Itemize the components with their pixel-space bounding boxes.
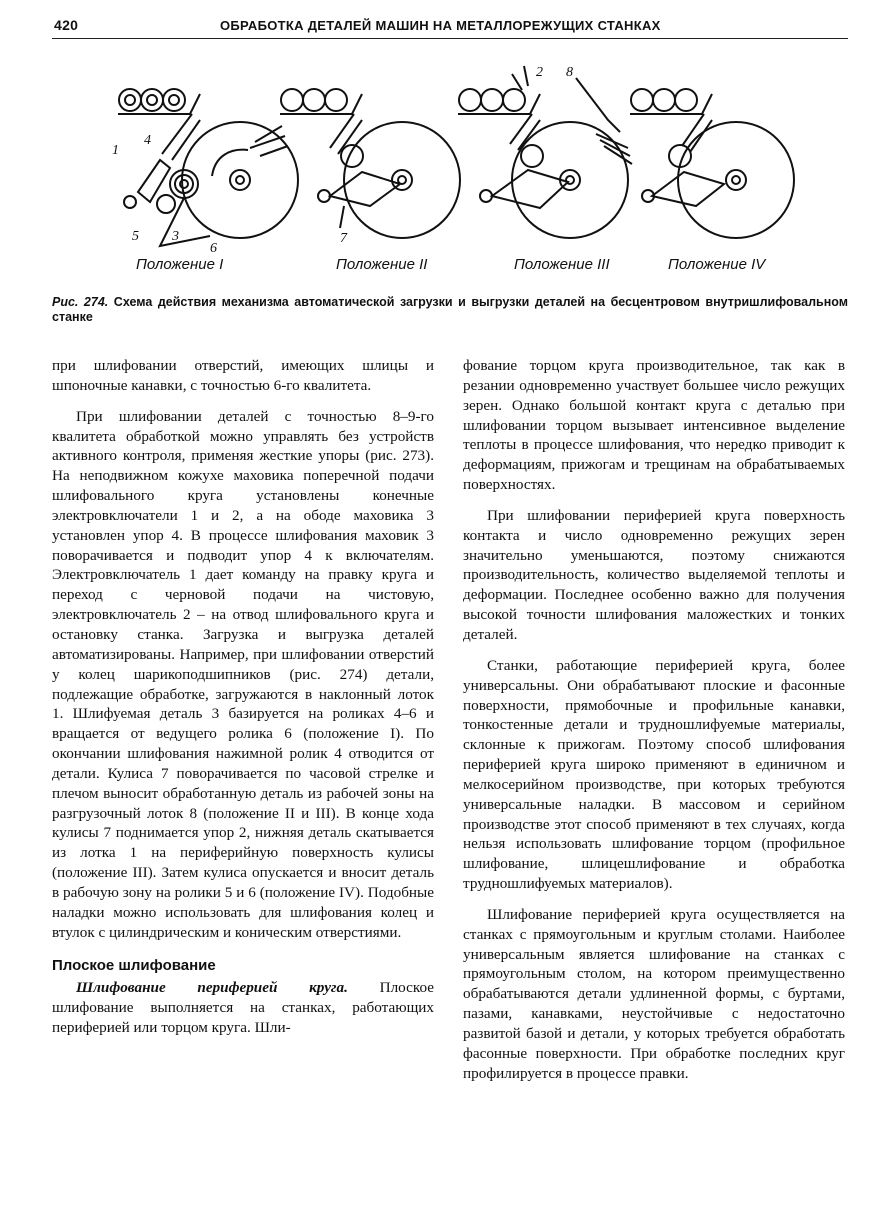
position-4-drawing <box>630 89 794 238</box>
section-heading: Плоское шлифование <box>52 957 216 975</box>
right-paragraph-2: При шлифовании периферией круга поверхность контакта и число одновременно режущих зерен значительно уменьшаются, поэтому снижаются производительность, количество выделяемой теплоты и деформации. Последнее особенно важно для получения высокой точности шлифования маложестких и тонких деталей. <box>463 506 845 643</box>
caption-text: Схема действия механизма автоматической загрузки и выгрузки деталей на бесцентровом внутришлифовальном станке <box>52 295 848 324</box>
paragraph-lead: Шлифование периферией круга. <box>76 979 348 997</box>
page-number: 420 <box>54 17 79 33</box>
mechanism-figure <box>100 56 800 286</box>
callout-3: 3 <box>172 229 179 244</box>
running-title: ОБРАБОТКА ДЕТАЛЕЙ МАШИН НА МЕТАЛЛОРЕЖУЩИХ СТАНКАХ <box>220 18 661 33</box>
callout-6: 6 <box>210 241 217 256</box>
position-3-drawing <box>458 66 632 238</box>
left-paragraph-3 <box>52 978 434 1038</box>
left-paragraph-1: при шлифовании отверстий, имеющих шлицы и шпоночные канавки, с точностью 6-го квалитета. <box>52 357 434 394</box>
callout-2: 2 <box>536 65 543 80</box>
position-4-label: Положение IV <box>668 256 766 273</box>
callout-4: 4 <box>144 133 151 148</box>
paragraph-text: Плоское шлифование выполняется на станках, работающих периферией или торцом круга. Шли- <box>52 979 434 1036</box>
right-paragraph-4: Шлифование периферией круга осуществляется на станках с прямоугольным и круглым столами. Наиболее универсальным является шлифование на станках с прямоугольным столом, на котором преимущественно обрабатываются детали удлиненной формы, с буртами, пазами, канавками, неустойчивые с недостаточно развитой базой и детали, у которых требуется обработать фасонные поверхности. При обработке последних круг профилируется в процессе правки. <box>463 905 845 1082</box>
position-2-drawing <box>280 89 460 238</box>
callout-8: 8 <box>566 65 573 80</box>
left-column <box>52 356 434 1049</box>
right-paragraph-1: фование торцом круга производительное, так как в резании одновременно участвует большее число режущих зерен. Однако большой контакт круга с деталью при шлифовании торцом вызывает интенсивное выделение теплоты в процессе шлифования, что нередко приводит к деформациям, прижогам и трещинам на обрабатываемых поверхностях. <box>463 357 845 494</box>
position-2-label: Положение II <box>336 256 428 273</box>
callout-5: 5 <box>132 229 139 244</box>
right-paragraph-3: Станки, работающие периферией круга, более универсальны. Они обрабатывают плоские и фасонные поверхности, прямобочные и профильные канавки, тонкостенные детали и трудношлифуемые материалы, склонные к прижогам. Поэтому способ шлифования периферией круга широко применяют в единичном и мелкосерийном производстве, при которых требуются универсальные наладки. В массовом и серийном производстве этот способ применяют в тех случаях, когда нельзя использовать шлифование торцом (профильное шлифование, шлицешлифование и обработка трудношлифуемых материалов). <box>463 656 845 893</box>
position-3-label: Положение III <box>514 256 610 273</box>
figure-caption <box>52 295 848 325</box>
caption-lead: Рис. 274. <box>52 295 109 309</box>
callout-7: 7 <box>340 231 347 246</box>
right-column <box>463 356 845 1095</box>
left-paragraph-2: При шлифовании деталей с точностью 8–9-го квалитета обработкой можно управлять без устройств активного контроля, применяя жесткие упоры (рис. 273). На неподвижном кожухе маховика поперечной подачи шлифовального круга установлены конечные электровключатели 1 и 2, а на ободе маховика 3 установлен упор 4. В процессе шлифования маховик 3 поворачивается и подводит упор 4 к включателям. Электровключатель 1 дает команду на правку круга и переход с черновой подачи на чистовую, электровключатель 2 – на отвод шлифовального круга и остановку станка. Загрузка и выгрузка деталей автоматизированы. Например, при шлифовании отверстий у колец шарикоподшипников (рис. 274) детали, подлежащие обработке, загружаются в наклонный лоток 1. Шлифуемая деталь 3 базируется на роликах 4–6 и вращается от ведущего ролика 6 (положение I). По окончании шлифования нажимной ролик 4 отводится от детали. Кулиса 7 поворачивается по часовой стрелке и плечом выносит обработанную деталь из рабочей зоны на разгрузочный лоток 8 (положение II и III). В конце хода кулисы 7 поднимается упор 2, нижняя деталь скатывается из лотка 1 на периферийную поверхность кулисы (положение III). Затем кулиса опускается и вносит деталь в рабочую зону на ролики 5 и 6 (положение IV). Подобные наладки можно использовать для шлифования колец и втулок с цилиндрическим и коническим отверстиями. <box>52 407 434 941</box>
position-1-label: Положение I <box>136 256 224 273</box>
callout-1: 1 <box>112 143 119 158</box>
position-1-drawing <box>118 89 298 246</box>
running-header <box>52 14 848 39</box>
